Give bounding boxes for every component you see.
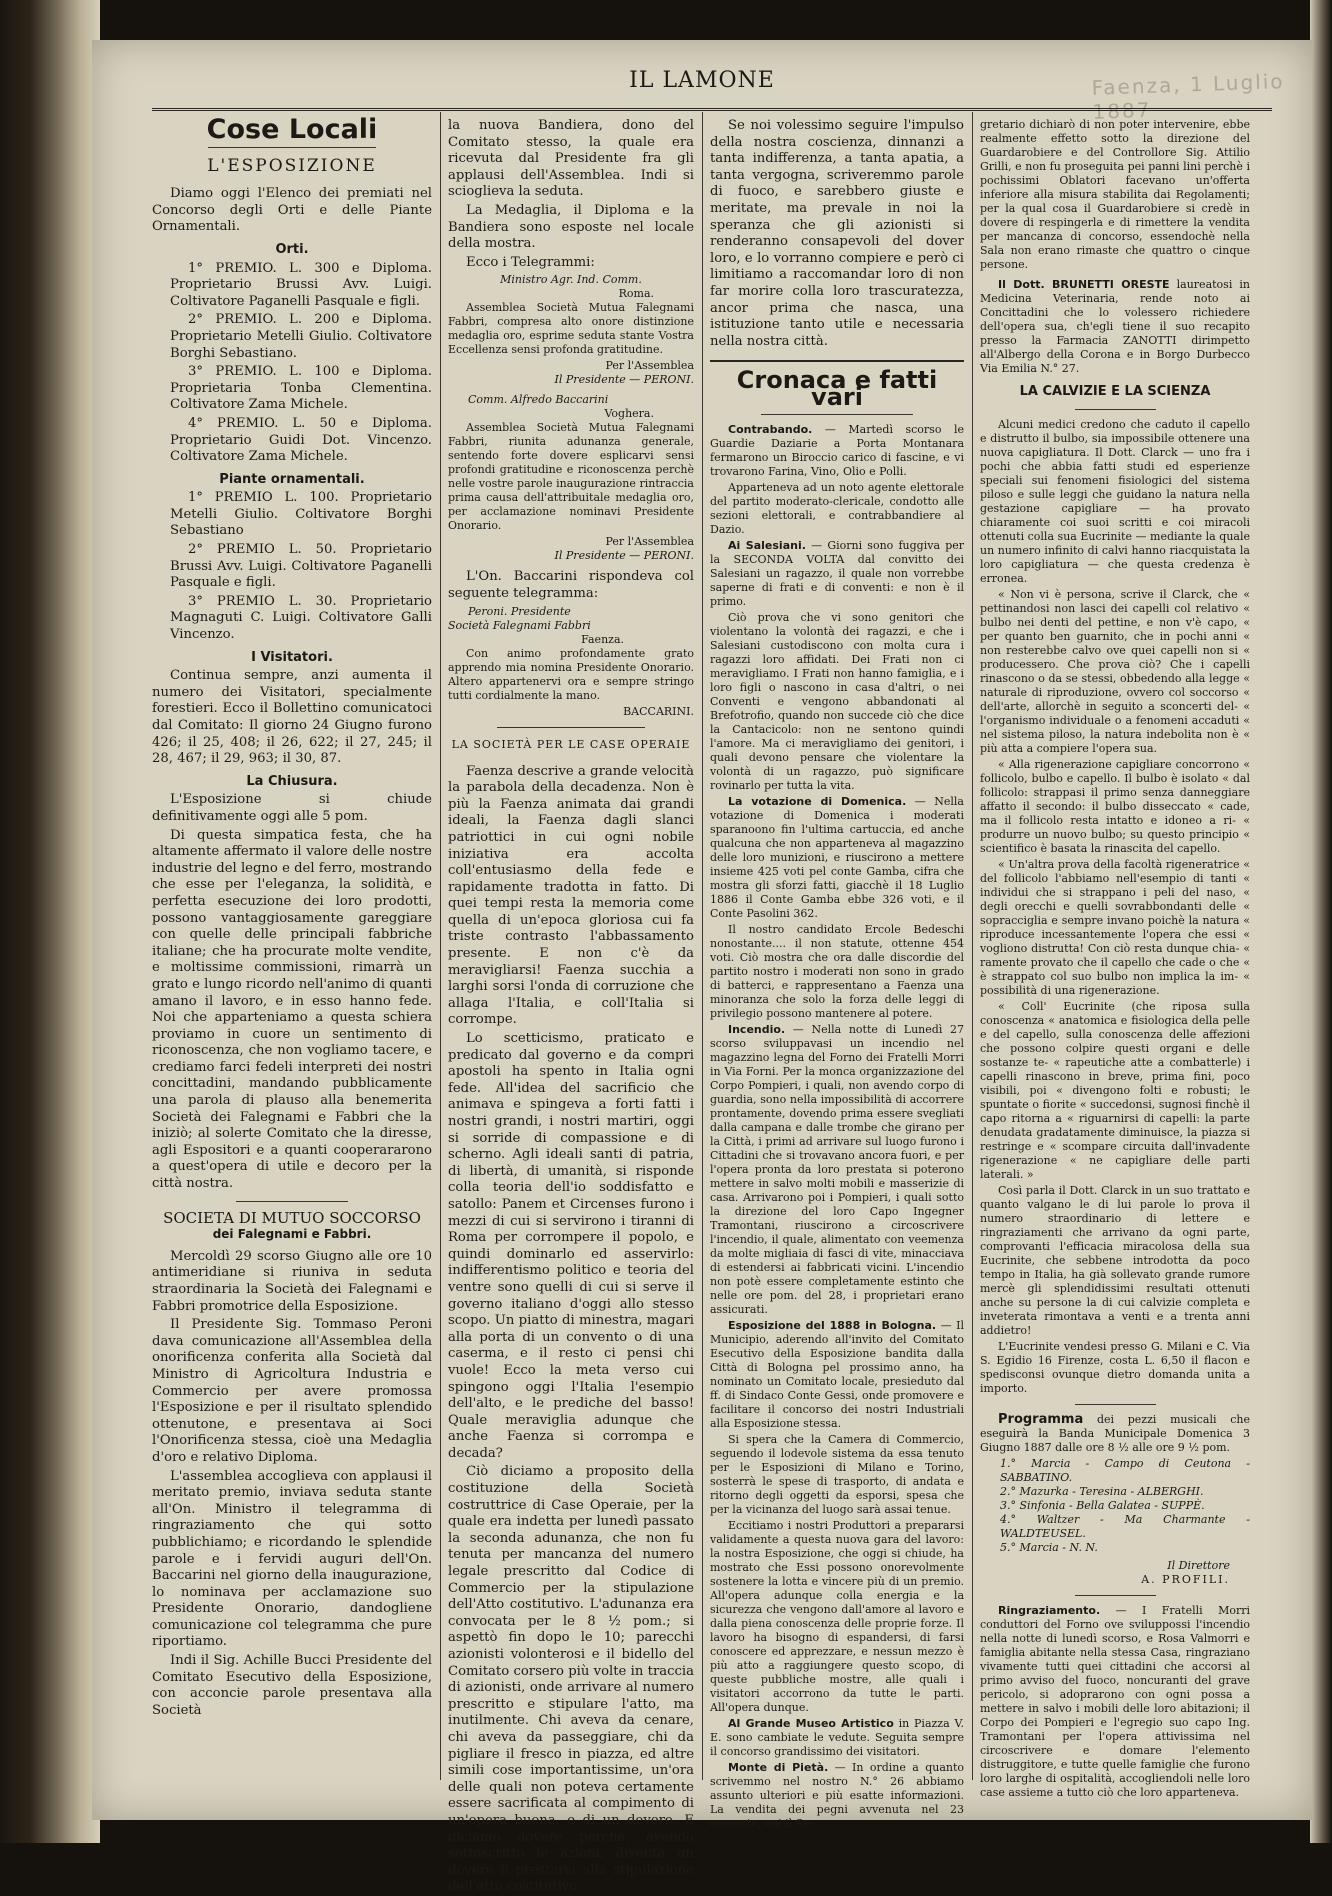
section-title-cronaca: Cronaca e fatti vari: [736, 366, 938, 411]
prize-entry: 1° PREMIO. L. 300 e Diploma. Proprietario Brussi Avv. Luigi. Coltivatore Paganelli Pasquale e figli.: [170, 260, 432, 309]
paragraph: Alcuni medici credono che caduto il capello e distrutto il bulbo, sia impossibile ottenere una nuova capigliatura. Il Dott. Clarck — uno fra i pochi che abbia fatti studi ed esperienze speciali sui fenomeni fisiologici del sistema piloso e sulle leggi che guidano la natura nella gestazione capigliare — ha provato chiaramente coi suoi scritti e coi miracoli ottenuti colla sua Eucrinite — mediante la quale un numero infinito di calvi hanno riacquistata la loro capigliatura — che questa credenza è erronea.: [980, 417, 1250, 585]
prize-entry: 4° PREMIO. L. 50 e Diploma. Proprietario Guidi Dot. Vincenzo. Coltivatore Zama Michele.: [170, 415, 432, 465]
paragraph: Ciò diciamo a proposito della costituzione della Società costruttrice di Case Operaie, per la quale era indetta per lunedì passato la seconda adunanza, che non fu tenuta per mancanza del numero legale prescritto dal Codice di Commercio per la stipulazione dell'Atto costitutivo. L'adunanza era convocata per le 8 ½ pom.; si aspettò fin dopo le 10; parecchi azionisti volonterosi e il bidello del Comitato corsero più volte in traccia di azionisti, onde arrivare al numero prescritto e stipulare l'atto, ma inutilmente. Chi aveva da cenare, chi aveva da passeggiare, chi da pigliare il fresco in piazza, ed altre simili cose importantissime, un'ora delle quali non poteva certamente essere sacrificata al compimento di un'opera buona, e di un dovere. E diciamo dovere perchè, avendo sottoscritto le azioni, diventa un dovere il prestarsi alla stipulazione dell'atto costitutivo.: [448, 1464, 694, 1895]
item-lead: Esposizione del 1888 in Bologna.: [728, 1318, 937, 1332]
telegram-sign: Il Presidente — PERONI.: [554, 373, 694, 387]
paragraph: L'assemblea accoglieva con applausi il meritato premio, inviava seduta stante all'On. Ministro il telegramma di ringraziamento che qui sotto pubblichiamo; e ricordando le splendide parole e i fervidi auguri dell'On. Baccarini nel giorno della inaugurazione, lo nominava per acclamazione suo Presidente Onorario, dandogliene comunicazione col telegramma che pure riportiamo.: [152, 1468, 432, 1650]
telegram-place: Voghera.: [604, 407, 654, 421]
signature: Il Direttore: [1167, 1558, 1230, 1572]
masthead-rule: [152, 108, 1272, 111]
program-item: 3.° Sinfonia - Bella Galatea - SUPPÈ.: [1000, 1498, 1205, 1512]
newspaper-page: [92, 40, 1312, 1895]
telegram-body: Assemblea Società Mutua Falegnami Fabbri, compresa alto onore distinzione medaglia oro, esprime seduta stante Vostra Eccellenza sensi profonda gratitudine.: [448, 301, 694, 357]
section-title-cose-locali: Cose Locali: [206, 114, 378, 145]
paragraph: L'Eucrinite vendesi presso G. Milani e C. Via S. Egidio 16 Firenze, costa L. 6,50 il flacon e spedisconsi ovunque dietro domanda unita a importo.: [980, 1339, 1250, 1395]
paragraph: la nuova Bandiera, dono del Comitato stesso, la quale era ricevuta dal Presidente fra gli applausi dell'Assemblea. Indi si scioglieva la seduta.: [448, 118, 694, 200]
telegram-body: Assemblea Società Mutua Falegnami Fabbri, riunita adunanza generale, sentendo forte dovere esplicarvi sensi profondi gratitudine e riconoscenza perchè nelle vostre parole inaugurazione rintraccia prima causa dell'attribuitale medaglia oro, per acclamazione nominavi Presidente Onorario.: [448, 421, 694, 533]
paragraph: Apparteneva ad un noto agente elettorale del partito moderato-clericale, condotto alle sezioni elettorali, e contrabbandiere al Dazio.: [710, 480, 964, 536]
item-text: laureatosi in Medicina Veterinaria, rende noto ai Concittadini che lo volessero richiedere dell'opera sua, ch'egli tiene il suo recapito presso la Farmacia ZANOTTI dirimpetto all'Albergo della Corona e in Borgo Durbecco Via Emilia N.° 27.: [980, 278, 1250, 375]
paragraph: Di questa simpatica festa, che ha altamente affermato il valore delle nostre industrie del legno e del ferro, mostrando che esse per l'eleganza, la solidità, e perfetta esecuzione dei loro prodotti, possono vantaggiosamente gareggiare con quelle delle principali fabbriche italiane; che ha procurate molte vendite, e moltissime commissioni, rimarrà un grato e lungo ricordo nell'animo di quanti amano il lavoro, e in esso hanno fede. Noi che apparteniamo a questa schiera proviamo in cuore un sentimento di riconoscenza, che non vogliamo tacere, e crediamo farci fedeli interpreti dei nostri concittadini, mandando pubblicamente una parola di plauso alla benemerita Società dei Falegnami e Fabbri che la iniziò; al solerte Comitato che la diresse, agli Espositori e a quanti cooperararono a quest'opera di utile e decoro per la città nostra.: [152, 827, 432, 1192]
item-lead: Incendio.: [728, 1022, 786, 1036]
prize-entry: 1° PREMIO L. 100. Proprietario Metelli Giulio. Coltivatore Borghi Sebastiano: [170, 490, 432, 539]
item-text: — Nella notte di Lunedì 27 scorso sviluppavasi un incendio nel magazzino legna del Forno dei Fratelli Morri in Via Forni. Per la monca organizzazione del Corpo Pompieri, i quali, non avendo corpo di guardia, sono nella impossibilità di accorrere prontamente, dovendo prima essere svegliati dalla campana e dalle trombe che girano per la Città, i primi ad arrivare sul luogo furono i Cittadini che si trovavano ancora fuori, e per l'opera pronta da loro prestata si poterono mettere in salvo molti mobili e masserizie di casa. Arrivarono poi i Pompieri, i quali sotto la direzione del loro Capo Ingegner Tramontani, riuscirono a circoscrivere l'incendio, il quale, alimentato con veemenza da molte migliaia di fasci di vite, minacciava di estendersi ai fabbricati vicini. L'incendio non potè essere completamente estinto che nelle ore pom. del 28, i proprietari erano assicurati.: [710, 1022, 964, 1316]
divider: [710, 360, 964, 362]
divider: [1075, 409, 1156, 410]
telegram-place: Faenza.: [581, 632, 624, 646]
telegram-sign: Per l'Assemblea: [605, 359, 694, 373]
item-lead: La votazione di Domenica.: [728, 794, 907, 808]
item-lead: Al Grande Museo Artistico: [728, 1716, 894, 1730]
masthead: IL LAMONE: [629, 68, 775, 93]
paragraph: L'On. Baccarini rispondeva col seguente telegramma:: [448, 569, 694, 601]
item-text: — I Fratelli Morri conduttori del Forno ove sviluppossi l'incendio nella notte di lunedì scorso, e Rosa Valmorri e famiglia abitante nella stessa Casa, ringraziano vivamente tutti quei cittadini che accorsi al primo avviso del fuoco, noncuranti del grave pericolo, si adoprarono con ogni possa a mettere in salvo i mobili delle loro abitazioni; il Corpo dei Pompieri e l'egregio suo capo Ing. Tramontani per l'opera attivissima nel circoscrivere e domare l'elemento distruggitore, e tutte quelle famiglie che furono loro larghe di ospitalità, accogliendoli nelle loro case assieme a tutto ciò che loro apparteneva.: [980, 1603, 1250, 1799]
paragraph: Il nostro candidato Ercole Bedeschi nonostante.... il non statute, ottenne 454 voti. Ciò mostra che ora dalle discordie del partito nostro i moderati non sono in grado di batterci, e rappresentano a Faenza una minoranza che solo la forza delle leggi di privilegio possono mantenere al potere.: [710, 922, 964, 1020]
divider: [1075, 1404, 1156, 1405]
column-2: [448, 118, 694, 1895]
program-item: 5.° Marcia - N. N.: [1000, 1540, 1098, 1554]
item-text: — Il Municipio, aderendo all'invito del Comitato Esecutivo della Esposizione bandita dalla Città di Bologna pel prossimo anno, ha nominato un Comitato locale, presieduto dal ff. di Sindaco Conte Gessi, onde promovere e facilitare il concorso dei nostri Industriali alla Esposizione stessa.: [710, 1318, 964, 1430]
paragraph: « Alla rigenerazione capigliare concorrono « follicolo, bulbo e capello. Il bulbo è isolato « dal follicolo: strappasi il primo senza danneggiare affatto il secondo: il bulbo disseccato « cade, ma il follicolo resta intatto e idoneo a ri- « produrre un nuovo bulbo; su questo principio « scientifico è basata la rinascita del capello.: [980, 757, 1250, 855]
paragraph: « Un'altra prova della facoltà rigeneratrice « del follicolo l'abbiamo nell'esempio di tanti « individui che si strappano i peli del naso, « degli orecchi e quelli sovrabbondanti delle « sopracciglia e sempre invano poichè la natura « riproduce incessantemente l'opera che essi « vogliono distrutta! Con ciò resta dunque chia- « ramente provato che il capello che cade o che « è strappato col suo bulbo non implica la im- « possibilità di una rigenerazione.: [980, 857, 1250, 997]
paragraph: Eccitiamo i nostri Produttori a prepararsi validamente a questa nuova gara del lavoro: la nostra Esposizione, che oggi si chiude, ha mostrato che Essi possono onorevolmente sostenere la lotta e vincere più di un premio. All'opera adunque colla energia e la sicurezza che vengono dall'amore al lavoro e dalla piena conoscenza delle proprie forze. Il lavoro ha bisogno di espandersi, di farsi conoscere ed apprezzare, e nessun mezzo è più atto a raggiungere questo scopo, di queste pubbliche mostre, alle quali i visitatori accorrono da tutte le parti. All'opera dunque.: [710, 1518, 964, 1714]
item-lead: Contrabando.: [728, 422, 813, 436]
item-text: — Nella votazione di Domenica i moderati sparanoono fin l'ultima cartuccia, ed anche qualcuna che non apparteneva al magazzino delle loro munizioni, e riuscirono a mettere insieme 425 voti pel conte Gamba, cifra che mostra gli sforzi fatti, giacchè il 18 Luglio 1886 il Conte Gamba ebbe 326 voti, e il Conte Pasolini 362.: [710, 794, 964, 920]
divider: [208, 147, 376, 148]
program-item: 4.° Waltzer - Ma Charmante - WALDTEUSEL.: [1000, 1512, 1250, 1540]
telegram-place: Roma.: [618, 287, 654, 301]
corner-note: Faenza, 1 Luglio 1887: [1091, 69, 1285, 124]
item-text: dei pezzi musicali che eseguirà la Banda Municipale Domenica 3 Giugno 1887 dalle ore 8 ½ alle ore 9 ½ pom.: [980, 1412, 1250, 1454]
item-text: — Giorni sono fuggiva per la SECONDA VOLTA dal convitto dei Salesiani un ragazzo, il quale non vorrebbe saperne di frati e di conventi: e non è il primo.: [710, 538, 965, 608]
item-text: — In ordine a quanto scrivemmo nel nostro N.° 26 abbiamo assunto ulteriori e più esatte informazioni. La vendita dei pegni avvenuta nel 23 corrente, cui il Se-: [710, 1760, 965, 1830]
column-1: [152, 114, 432, 1778]
paragraph: Faenza descrive a grande velocità la parabola della decadenza. Non è più la Faenza animata dai grandi ideali, la Faenza dagli slanci patriottici in cui ogni nobile iniziativa era accolta coll'entusiasmo della fede e rapidamente tradotta in fatto. Di quei tempi resta la memoria come quella di un'epoca gloriosa cui fa triste contrasto l'abbassamento presente. E non c'è da meravigliarsi! Faenza succhia a larghi sorsi l'onda di corruzione che allaga l'Italia, e coll'Italia si corrompe.: [448, 763, 694, 1028]
prize-entry: 3° PREMIO. L. 100 e Diploma. Proprietaria Tonba Clementina. Coltivatore Zama Michele.: [170, 364, 432, 413]
item-text: in Piazza V. E. sono cambiate le vedute. Seguita sempre il concorso grandissimo dei visitatori.: [710, 1716, 964, 1758]
article-title-case-operaie: LA SOCIETÀ PER LE CASE OPERAIE: [451, 737, 691, 751]
telegram-recipient: Peroni. Presidente: [468, 604, 571, 618]
divider: [1075, 1595, 1156, 1596]
page-right-edge: [1310, 0, 1332, 1843]
divider: [761, 414, 913, 415]
telegram-recipient: Società Falegnami Fabbri: [448, 618, 591, 632]
paragraph: Continua sempre, anzi aumenta il numero dei Visitatori, specialmente forestieri. Ecco il Bollettino comunicatoci dal Comitato: Il giorno 24 Giugno furono 426; il 25, 408; il 26, 622; il 27, 245; il 28, 467; il 29, 963; il 30, 87.: [152, 668, 432, 767]
program-item: 1.° Marcia - Campo di Ceutona - SABBATINO.: [1000, 1456, 1250, 1484]
column-separator: [972, 112, 973, 1780]
signature: A. PROFILI.: [1141, 1572, 1230, 1586]
column-4: [980, 118, 1250, 1799]
prize-entry: 2° PREMIO. L. 200 e Diploma. Proprietario Metelli Giulio. Coltivatore Borghi Sebastiano.: [170, 312, 432, 361]
subhead-piante: Piante ornamentali.: [219, 471, 365, 487]
divider: [236, 1201, 348, 1202]
telegram-sign: BACCARINI.: [623, 704, 694, 718]
telegram-sign: Il Presidente — PERONI.: [554, 549, 694, 563]
article-subtitle: dei Falegnami e Fabbri.: [212, 1227, 372, 1242]
paragraph: La Medaglia, il Diploma e la Bandiera sono esposte nel locale della mostra.: [448, 202, 694, 252]
article-title-esposizione: L'ESPOSIZIONE: [207, 155, 377, 176]
item-text: — Martedì scorso le Guardie Daziarie a Porta Montanara fermarono un Biroccio carico di fascine, e vi trovarono Farina, Vino, Olio e Polli.: [710, 422, 965, 478]
item-lead: Programma: [998, 1411, 1084, 1427]
item-lead: Ai Salesiani.: [728, 538, 806, 552]
telegram-body: Con animo profondamente grato apprendo mia nomina Presidente Onorario. Altero appartenervi ora e sempre stringo tutti cordialmente la mano.: [448, 646, 694, 702]
item-lead: Monte di Pietà.: [728, 1760, 829, 1774]
paragraph: Il Presidente Sig. Tommaso Peroni dava comunicazione all'Assemblea della onorificenza conferita alla Società dal Ministro di Agricoltura Industria e Commercio per avere promossa l'Esposizione e per il risultato splendido ottenutone, e presentava ai Soci l'Onorificenza stessa, cioè una Medaglia d'oro e relativo Diploma.: [152, 1317, 432, 1465]
paragraph: Lo scetticismo, praticato e predicato dal governo e da compri apostoli ha spento in Italia ogni fede. All'idea del sacrificio che animava e spingeva a forti fatti i nostri grandi, i nostri martiri, oggi si sorride di compassione e di scherno. Agli ideali santi di patria, di libertà, di umanità, si risponde colla teoria dell'io soddisfatto e satollo: Panem et Circenses furono i mezzi di cui si servirono i tiranni di Roma per corrompere il popolo, e quindi dominarlo ed asservirlo: indifferentismo politico e teoria del ventre sono quelli di cui si serve il governo italiano d'oggi allo stesso scopo. Un piatto di minestra, magari alla porta di un convento o di una caserma, e il resto ci pensi chi vuole! Ecco la meta verso cui spingono oggi l'Italia l'esempio dell'alto, e le prediche del basso! Quale meraviglia adunque che anche Faenza si corrompa e decada?: [448, 1031, 694, 1461]
subhead-visitatori: I Visitatori.: [251, 649, 333, 665]
paragraph: L'Esposizione si chiude definitivamente oggi alle 5 pom.: [152, 792, 432, 824]
telegram-recipient: Comm. Alfredo Baccarini: [468, 393, 609, 407]
paragraph: « Coll' Eucrinite (che riposa sulla conoscenza « anatomica e fisiologica della pelle e del capello, sulla conoscenza delle affezioni che possono colpire questi organi e delle sostanze te- « rapeutiche atte a combatterle) i capelli rinascono in breve, prima fini, poco visibili, poi « divengono folti e robusti; le spuntate o fiorite « succedonsi, sugnosi finchè il capo ritorna a « riguarnirsi di capelli: la parte denudata gradatamente diminuisce, la piazza si restringe e « scompare circuita dall'invadente rigenerazione « ne capigliare delle parti laterali. »: [980, 999, 1250, 1181]
column-separator: [440, 112, 441, 1780]
article-title-calvizie: LA CALVIZIE E LA SCIENZA: [1019, 384, 1211, 399]
book-spine-edge: [0, 0, 100, 1843]
subhead-chiusura: La Chiusura.: [246, 773, 338, 789]
prize-entry: 3° PREMIO L. 30. Proprietario Magnaguti C. Luigi. Coltivatore Galli Vincenzo.: [170, 593, 432, 643]
paragraph: Se noi volessimo seguire l'impulso della nostra coscienza, dinnanzi a tanta indifferenza, a tanta apatia, a tanta vergogna, scriveremmo parole di fuoco, e sarebbero giuste e meritate, ma prevale in noi la speranza che gli azionisti si renderanno consapevoli del dover loro, e lo vorranno compiere e però ci limitiamo a raccomandar loro di non far morire colla loro trascuratezza, ancor prima che nasca, una istituzione tanto utile e necessaria nella nostra città.: [710, 118, 964, 349]
prize-entry: 2° PREMIO L. 50. Proprietario Brussi Avv. Luigi. Coltivatore Paganelli Pasquale e figli.: [170, 542, 432, 591]
subhead-orti: Orti.: [275, 241, 309, 257]
paragraph: Così parla il Dott. Clarck in un suo trattato e quanto valgano le di lui parole lo prova il numero straordinario di lettere e ringraziamenti che arrivano da ogni parte, comprovanti l'efficacia miracolosa della sua Eucrinite, che sebbene introdotta da poco tempo in Italia, ha già sollevato grande rumore mercè gli splendidissimi resultati ottenuti anche su persone la di cui calvizie completa e inveterata rimontava a venti e a trenta anni addietro!: [980, 1183, 1250, 1337]
divider: [497, 727, 645, 728]
column-separator: [702, 112, 703, 1780]
paragraph: Indi il Sig. Achille Bucci Presidente del Comitato Esecutivo della Esposizione, con acconcie parole presentava alla Società: [152, 1653, 432, 1718]
paragraph: Ciò prova che vi sono genitori che violentano la volontà dei ragazzi, e che i Salesiani custodiscono con molta cura i ragazzi loro affidati. Dei Frati non ci meravigliamo. I Frati non hanno famiglia, e i loro figli o nascono in casa d'altri, o nei Conventi e vengono abbandonati al Brefotrofio, quando non succede ciò che dice la Cantacicolo: non ne sentono quindi l'amore. Ma ci meravigliamo dei genitori, i quali devono pensare che violentare la volontà di un ragazzo, può significare rovinarlo per tutta la vita.: [710, 610, 964, 792]
paragraph: gretario dichiarò di non poter intervenire, ebbe realmente effetto sotto la direzione del Guardarobiere e del Controllore Sig. Attilio Grilli, e non fu proseguita pei panni lini perchè i pochissimi Oblatori facevano un'offerta inferiore alla misura stabilita dai Regolamenti; per la qual cosa il Guardarobiere si credè in dovere di respingerla e di rimettere la vendita per mancanza di concorso, essendochè nella Sala non erano rimaste che quattro o cinque persone.: [980, 118, 1250, 271]
paragraph: « Non vi è persona, scrive il Clarck, che « pettinandosi non lasci dei capelli col relativo « bulbo nei denti del pettine, e non v'è capo, « per quanto ben guarnito, che in pochi anni « non resterebbe calvo ove quei capelli non si « producessero. Che prova ciò? Che i capelli rinascono o da se stessi, obbedendo alla legge « naturale di riproduzione, ovvero col soccorso « dell'arte, allorchè in seguito a sconcerti del- « l'organismo individuale o a fenomeni accaduti « nel sistema piloso, la natura indebolita non è « più atta a compiere l'opera sua.: [980, 587, 1250, 755]
paragraph: Si spera che la Camera di Commercio, seguendo il lodevole sistema da essa tenuto per le Esposizioni di Milano e Torino, sosterrà le spese di trasporto, di andata e ritorno degli oggetti da esporsi, spesa che per la vicinanza del luogo sarà assai tenue.: [710, 1432, 964, 1516]
item-lead: Il Dott. BRUNETTI ORESTE: [998, 278, 1170, 291]
column-3: [710, 118, 965, 1830]
telegram-sign: Per l'Assemblea: [605, 535, 694, 549]
telegram-recipient: Ministro Agr. Ind. Comm.: [500, 273, 642, 287]
item-lead: Ringraziamento.: [998, 1603, 1101, 1617]
program-item: 2.° Mazurka - Teresina - ALBERGHI.: [1000, 1484, 1204, 1498]
paragraph: Ecco i Telegrammi:: [466, 254, 595, 270]
paragraph: Diamo oggi l'Elenco dei premiati nel Concorso degli Orti e delle Piante Ornamentali.: [152, 186, 432, 235]
article-title-societa: SOCIETA DI MUTUO SOCCORSO: [163, 1208, 421, 1227]
paragraph: Mercoldì 29 scorso Giugno alle ore 10 antimeridiane si riuniva in seduta straordinaria la Società dei Falegnami e Fabbri promotrice della Esposizione.: [152, 1248, 432, 1314]
